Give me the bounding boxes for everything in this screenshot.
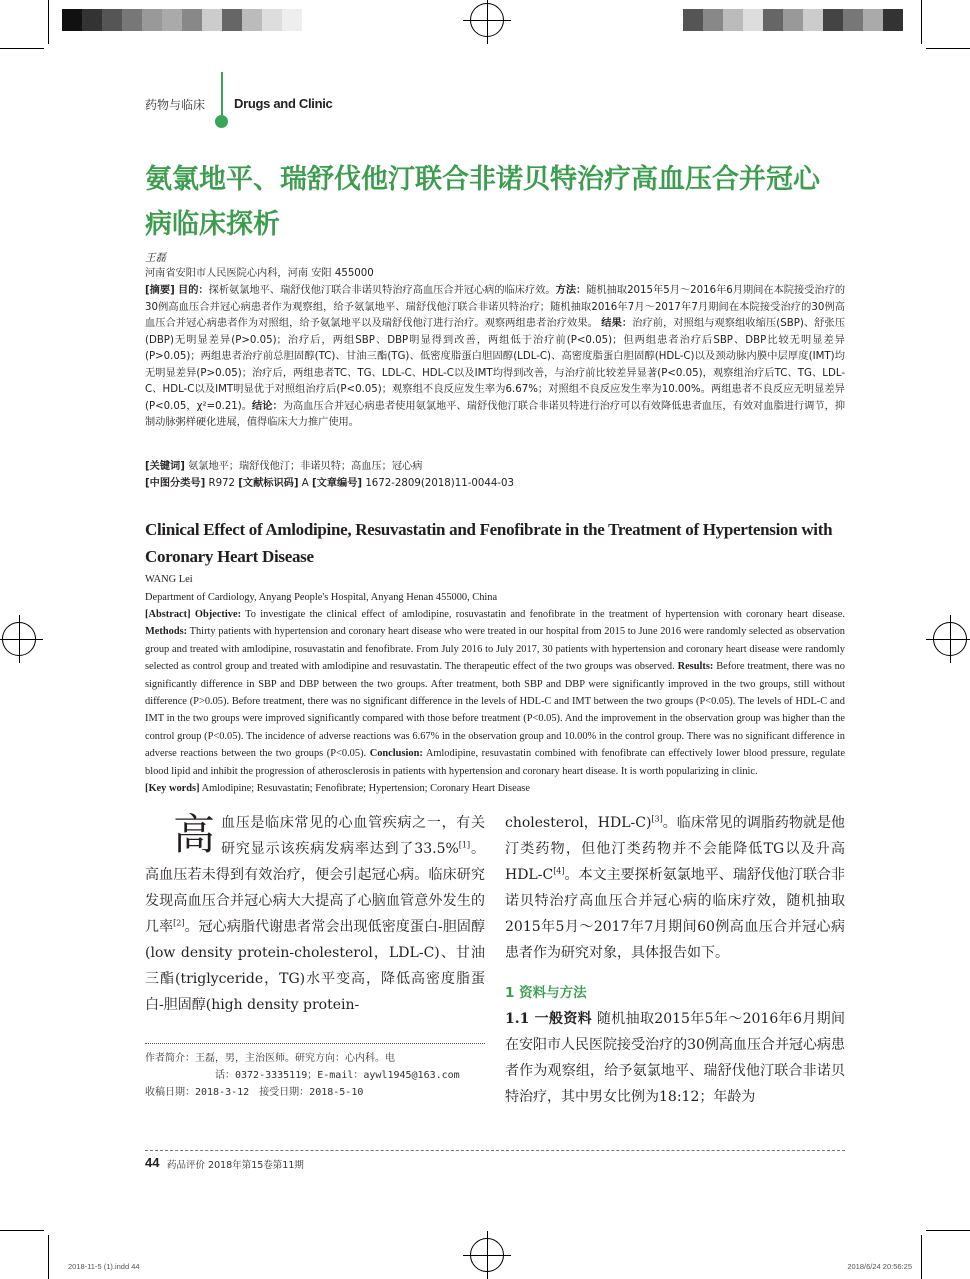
drop-cap: 高 [173,810,216,859]
results-label: 结果： [601,318,633,329]
objective-en-label: Objective: [194,609,242,620]
affiliation-en: Department of Cardiology, Anyang People's Hospital, Anyang Henan 455000, China [145,592,498,603]
article-title-cn: 氨氯地平、瑞舒伐他汀联合非诺贝特治疗高血压合并冠心病临床探析 [145,164,820,240]
citation: [4] [553,866,565,876]
keywords-en-label: [Key words] [145,783,200,794]
doc-code-value: A [301,478,309,489]
header-dot [215,115,228,128]
footnote-contact: 话：0372-3335119；E-mail：aywl1945@163.com [215,1070,460,1081]
header-rule [221,72,223,120]
footnote-rule [145,1043,485,1044]
results-en-label: Results: [677,661,714,673]
abstract-label: [摘要] [145,285,175,296]
body-paragraph: 血压是临床常见的心血管疾病之一，有关研究显示该疾病发病率达到了33.5% [221,815,485,857]
registration-mark [470,3,504,37]
footnote-dates: 收稿日期：2018-3-12 接受日期：2018-5-10 [145,1087,364,1098]
keywords-en-text: Amlodipine; Resuvastatin; Fenofibrate; Hypertension; Coronary Heart Disease [201,783,530,794]
author-footnote [145,1050,490,1101]
conclusion-label: 结论： [252,400,283,412]
registration-mark [933,622,967,656]
objective-en-text: To investigate the clinical effect of amlodipine, rosuvastatin and fenofibrate in the treatment of hypertension with coronary heart disease. [245,609,845,620]
affiliation-cn: 河南省安阳市人民医院心内科，河南 安阳 455000 [145,268,374,279]
conclusion-en-text: Amlodipine, resuvastatin combined with fenofibrate can effectively lower blood pressure, regulate blood lipid and inhibit the progression of atherosclerosis in patients with hypertension and coronary heart disease. It is worth popularizing in clinic. [145,748,845,777]
print-slug-right: 2018/6/24 20:56:25 [847,1262,912,1271]
section-label-cn: 药物与临床 [145,98,206,112]
abstract-cn [145,283,845,432]
body-paragraph: 。高血压若未得到有效治疗，便会引起冠心病。临床研究发现高血压合并冠心病大大提高了心脑血管意外发生的几率 [145,841,485,935]
keywords-en [145,780,530,797]
body-column-left [145,810,485,1018]
objective-label: 目的： [178,285,209,296]
clc-value: R972 [208,478,236,489]
methods-text: 随机抽取2015年5月～2016年6月期间在本院接受治疗的30例高血压合并冠心病患者作为观察组，给予氨氯地平、瑞舒伐他汀联合非诺贝特治疗；随机抽取2016年7月～2017年7月期间在本院接受治疗的30例高血压合并冠心病患者作为对照组，给予氨氯地平以及瑞舒伐他汀进行治疗。观察两组患者治疗效果。 [145,285,846,329]
crop-mark [0,48,44,49]
abstract-en-label: [Abstract] [145,609,191,620]
article-no-value: 1672-2809(2018)11-0044-03 [365,478,514,489]
journal-info: 药品评价 2018年第15卷第11期 [167,1160,304,1171]
author-cn: 王磊 [145,252,166,264]
page-number: 44 [145,1155,160,1170]
crop-mark [48,1235,49,1279]
article-title-en: Clinical Effect of Amlodipine, Resuvastatin and Fenofibrate in the Treatment of Hypertension with Coronary Heart Disease [145,520,833,566]
abstract-en [145,606,845,780]
citation: [2] [173,918,185,928]
keywords-text: 氨氯地平；瑞舒伐他汀；非诺贝特；高血压；冠心病 [188,461,423,472]
keywords-cn [145,459,422,476]
body-paragraph: 随机抽取2015年5年～2016年6月期间在安阳市人民医院接受治疗的30例高血压合并冠心病患者作为观察组，给予氨氯地平、瑞舒伐他汀联合非诺贝特治疗，其中男女比例为18:12；年龄为 [505,1011,845,1105]
conclusion-en-label: Conclusion: [369,748,423,760]
registration-mark [2,622,36,656]
body-paragraph: 。冠心病脂代谢患者常会出现低密度蛋白-胆固醇(low density protein-cholesterol，LDL-C)、甘油三酯(triglyceride，TG)水平变高，降低高密度脂蛋白-胆固醇(high density protein- [145,919,486,1013]
registration-mark [470,1238,504,1272]
crop-mark [0,1230,44,1231]
article-no-label: [文章编号] [312,478,363,489]
doc-code-label: [文献标识码] [238,478,299,489]
grayscale-bar [683,9,903,31]
conclusion-text: 为高血压合并冠心病患者使用氨氯地平、瑞舒伐他汀联合非诺贝特进行治疗可以有效降低患者血压，有效对血脂进行调节，抑制动脉粥样硬化进展，值得临床大力推广使用。 [145,400,846,428]
section-heading: 1 资料与方法 [505,985,587,1001]
body-column-right [505,810,845,1110]
print-slug-left: 2018-11-5 (1).indd 44 [68,1262,140,1271]
body-paragraph: cholesterol，HDL-C) [505,815,652,831]
clc-label: [中图分类号] [145,478,206,489]
crop-mark [921,0,922,44]
body-paragraph: 。本文主要探析氨氯地平、瑞舒伐他汀联合非诺贝特治疗高血压合并冠心病的临床疗效，随机抽取2015年5月～2017年7月期间60例高血压合并冠心病患者作为研究对象，具体报告如下。 [505,867,845,961]
body-paragraph: 。临床常见的调脂药物就是他汀类药物，但他汀类药物并不会能降低TG以及升高HDL-C [505,815,845,883]
keywords-label: [关键词] [145,461,185,472]
footnote-bio: 作者简介：王磊，男，主治医师。研究方向：心内科。电 [145,1053,395,1064]
methods-label: 方法： [555,285,587,296]
crop-mark [921,1235,922,1279]
subsection-label: 1.1 一般资料 [505,1011,593,1027]
results-en-text: Before treatment, there was no significantly difference in SBP and DBP between the two groups. After treatment, both SBP and DBP were significantly improved in the two groups, still without difference (P>0.05). Before treatment, there was no significant difference in the levels of HDL-C and IMT between the two groups (P<0.05). The levels of HDL-C and IMT in the two groups were improved significantly compared with those before treatment (P<0.05). And the improvement in the observation group was higher than the control group (P<0.05). The incidence of adverse reactions was 6.67% in the observation group and 10.00% in the control group. There was no significant difference in adverse reactions between the two groups (P<0.05). [145,661,845,760]
author-en: WANG Lei [145,574,193,585]
grayscale-bar [62,9,302,31]
classification-cn [145,476,514,493]
citation: [1] [458,840,471,850]
methods-en-label: Methods: [145,626,188,638]
crop-mark [926,48,970,49]
citation: [3] [651,814,663,824]
results-text: 治疗前，对照组与观察组收缩压(SBP)、舒张压(DBP)无明显差异(P>0.05)；治疗后，两组SBP、DBP明显得到改善，两组低于治疗前(P<0.05)；但两组患者治疗后SBP、DBP比较无明显差异(P>0.05)；两组患者治疗前总胆固醇(TC)、甘油三酯(TG)、低密度脂蛋白胆固醇(LDL-C)、高密度脂蛋白胆固醇(HDL-C)以及颈动脉内膜中层厚度(IMT)均无明显差异(P>0.05)；治疗后，两组患者TC、TG、LDL-C、HDL-C以及IMT均得到改善，与治疗前比较差异显著(P<0.05)，观察组治疗后TC、TG、LDL-C、HDL-C以及IMT明显优于对照组治疗后(P<0.05)；观察组不良反应发生率为6.67%；对照组不良反应发生率为10.00%。两组患者不良反应无明显差异(P<0.05，χ²=0.21)。 [145,318,846,412]
methods-en-text: Thirty patients with hypertension and coronary heart disease who were treated in our hospital from 2015 to June 2016 were randomly selected as observation group and treated with amlodipine, rosuvastatin and fenofibrate. From July 2016 to July 2017, 30 patients with hypertension and coronary heart disease were randomly selected as control group and treated with amlodipine and resuvastatin. The therapeutic effect of the two groups was observed. [145,626,845,673]
section-label-en: Drugs and Clinic [234,96,333,111]
crop-mark [48,0,49,44]
crop-mark [926,1230,970,1231]
footer-rule [145,1150,845,1151]
objective-text: 探析氨氯地平、瑞舒伐他汀联合非诺贝特治疗高血压合并冠心病的临床疗效。 [208,285,556,296]
